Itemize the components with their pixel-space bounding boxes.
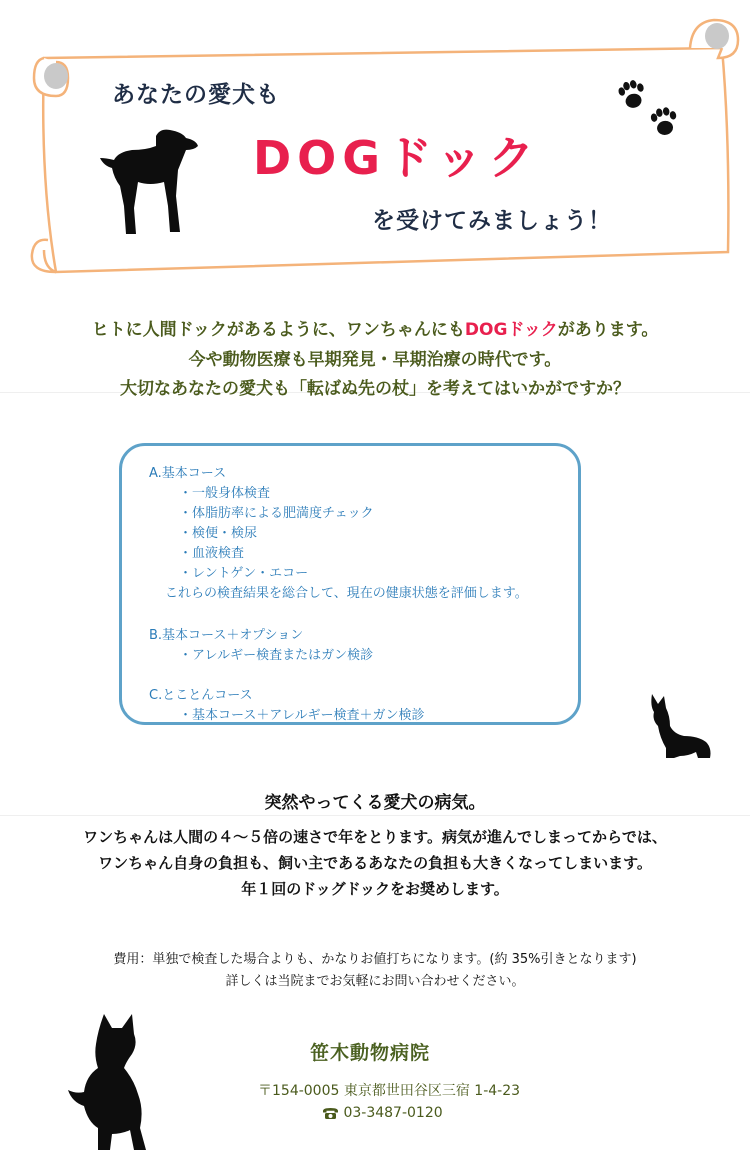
header-line-3: を受けてみましょう！ bbox=[372, 208, 612, 234]
course-a-item: ・血液検査 bbox=[179, 546, 245, 561]
clinic-name: 笹木動物病院 bbox=[310, 1042, 431, 1064]
clinic-phone: 03-3487-0120 bbox=[343, 1105, 443, 1121]
course-a-title: A.基本コース bbox=[149, 466, 227, 481]
mid-title: 突然やってくる愛犬の病気。 bbox=[264, 793, 486, 813]
mid-line: 年１回のドッグドックをお奨めします。 bbox=[241, 880, 509, 898]
intro-line-1 bbox=[0, 315, 750, 340]
intro-text: ヒトに人間ドックがあるように、ワンちゃんにも bbox=[91, 320, 465, 340]
course-b-title: B.基本コース＋オプション bbox=[149, 628, 304, 643]
fee-line: 費用：単独で検査した場合よりも、かなりお値打ちになります。(約 35%引きとなります) bbox=[113, 952, 637, 967]
intro-text: があります。 bbox=[557, 320, 659, 340]
header-line-1: あなたの愛犬も bbox=[112, 82, 280, 108]
fee-line: 詳しくは当院までお気軽にお問い合わせください。 bbox=[225, 974, 525, 989]
course-c-item: ・基本コース＋アレルギー検査＋ガン検診 bbox=[179, 708, 425, 723]
course-a-item: ・レントゲン・エコー bbox=[179, 566, 309, 581]
mid-line: ワンちゃん自身の負担も、飼い主であるあなたの負担も大きくなってしまいます。 bbox=[98, 854, 652, 872]
course-a-item: ・検便・検尿 bbox=[179, 526, 258, 541]
scan-line bbox=[0, 815, 750, 816]
phone-icon bbox=[322, 1107, 339, 1120]
clinic-address: 〒154-0005 東京都世田谷区三宿 1-4-23 bbox=[258, 1083, 521, 1099]
intro-line-3: 大切なあなたの愛犬も「転ばぬ先の杖」を考えてはいかがですか？ bbox=[120, 379, 630, 399]
header-title: DOGドック bbox=[253, 131, 541, 185]
clinic-phone-row[interactable] bbox=[322, 1105, 443, 1121]
course-a-item: ・一般身体検査 bbox=[179, 486, 271, 501]
standing-dog-icon bbox=[60, 1010, 160, 1155]
mid-line: ワンちゃんは人間の４～５倍の速さで年をとります。病気が進んでしまってからでは、 bbox=[83, 828, 667, 846]
intro-line-2: 今や動物医療も早期発見・早期治療の時代です。 bbox=[188, 350, 562, 370]
intro-highlight: DOGドック bbox=[464, 320, 558, 340]
course-c-title: C.とことんコース bbox=[149, 688, 253, 703]
course-a-item: ・体脂肪率による肥満度チェック bbox=[179, 506, 374, 521]
course-a-note: これらの検査結果を総合して、現在の健康状態を評価します。 bbox=[165, 586, 528, 601]
course-box bbox=[119, 443, 581, 725]
sitting-dog-icon bbox=[640, 690, 720, 762]
course-b-item: ・アレルギー検査またはガン検診 bbox=[179, 648, 374, 663]
